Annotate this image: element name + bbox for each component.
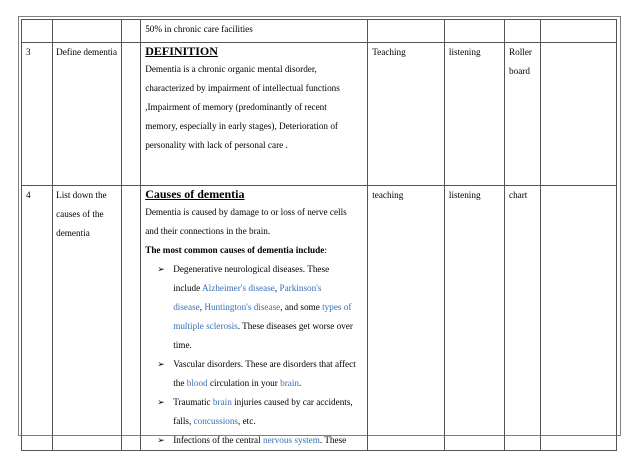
cell-av-aids: chart	[505, 186, 541, 451]
definition-line: characterized by impairment of intellectual functions	[145, 83, 340, 93]
continuation-text: 50% in chronic care facilities	[145, 24, 253, 34]
definition-line: Dementia is a chronic organic mental disorder,	[145, 64, 317, 74]
cell-objective: Define dementia	[53, 43, 121, 186]
definition-heading: DEFINITION	[145, 44, 218, 58]
causes-heading: Causes of dementia	[145, 187, 245, 201]
causes-list	[145, 260, 367, 450]
table-row-definition	[22, 43, 617, 186]
definition-line: memory, especially in early stages), Deterioration of	[145, 121, 338, 131]
cell-evaluation	[541, 43, 617, 186]
alzheimers-link[interactable]: Alzheimer's disease	[202, 283, 275, 293]
table-row-causes	[22, 186, 617, 451]
cell-number: 4	[22, 186, 53, 451]
cell-blank	[121, 186, 141, 451]
nervous-system-link[interactable]: nervous system	[262, 435, 320, 445]
cell-content	[141, 186, 368, 451]
list-item: ➢ Traumatic brain injuries caused by car accidents, falls, concussions, etc.	[157, 393, 367, 431]
cell-evaluation	[541, 186, 617, 451]
cell-blank	[121, 43, 141, 186]
cell-content	[141, 20, 368, 43]
cell-av-aids: Roller board	[505, 43, 541, 186]
cell-content	[141, 43, 368, 186]
cell-learning: listening	[444, 43, 504, 186]
lesson-plan-table	[21, 19, 617, 451]
brain-link[interactable]: brain	[280, 378, 300, 388]
cell-av-aids	[505, 20, 541, 43]
cell-teaching: Teaching	[368, 43, 445, 186]
multiple-sclerosis-link[interactable]: multiple sclerosis	[173, 321, 238, 331]
list-item: ➢ Vascular disorders. These are disorders that affect the blood circulation in your brain.	[157, 355, 367, 393]
concussions-link[interactable]: concussions	[193, 416, 239, 426]
cell-learning: listening	[444, 186, 504, 451]
list-item: ➢ Degenerative neurological diseases. These include Alzheimer's disease, Parkinson's disease, Huntington's disease, and some types of multiple sclerosis. These diseases get worse over time.	[157, 260, 367, 355]
cell-learning	[444, 20, 504, 43]
cell-blank	[121, 20, 141, 43]
cell-teaching: teaching	[368, 186, 445, 451]
definition-line: personality with lack of personal care .	[145, 140, 288, 150]
causes-line: and their connections in the brain.	[145, 226, 271, 236]
causes-intro: The most common causes of dementia include:	[145, 245, 327, 255]
list-item: ➢ Infections of the central nervous system. These	[157, 431, 367, 450]
parkinsons-link[interactable]: disease	[173, 302, 200, 312]
cell-objective: List down the causes of the dementia	[53, 186, 121, 451]
cell-objective	[53, 20, 121, 43]
cell-evaluation	[541, 20, 617, 43]
parkinsons-link[interactable]: Parkinson's	[279, 283, 322, 293]
blood-link[interactable]: blood	[186, 378, 208, 388]
brain-link[interactable]: brain	[212, 397, 232, 407]
cell-number	[22, 20, 53, 43]
huntingtons-link[interactable]: Huntington's disease	[204, 302, 281, 312]
cell-teaching	[368, 20, 445, 43]
cell-number: 3	[22, 43, 53, 186]
definition-line: ,Impairment of memory (predominantly of recent	[145, 102, 327, 112]
causes-line: Dementia is caused by damage to or loss of nerve cells	[145, 207, 347, 217]
table-row-continuation	[22, 20, 617, 43]
multiple-sclerosis-link[interactable]: types of	[322, 302, 352, 312]
